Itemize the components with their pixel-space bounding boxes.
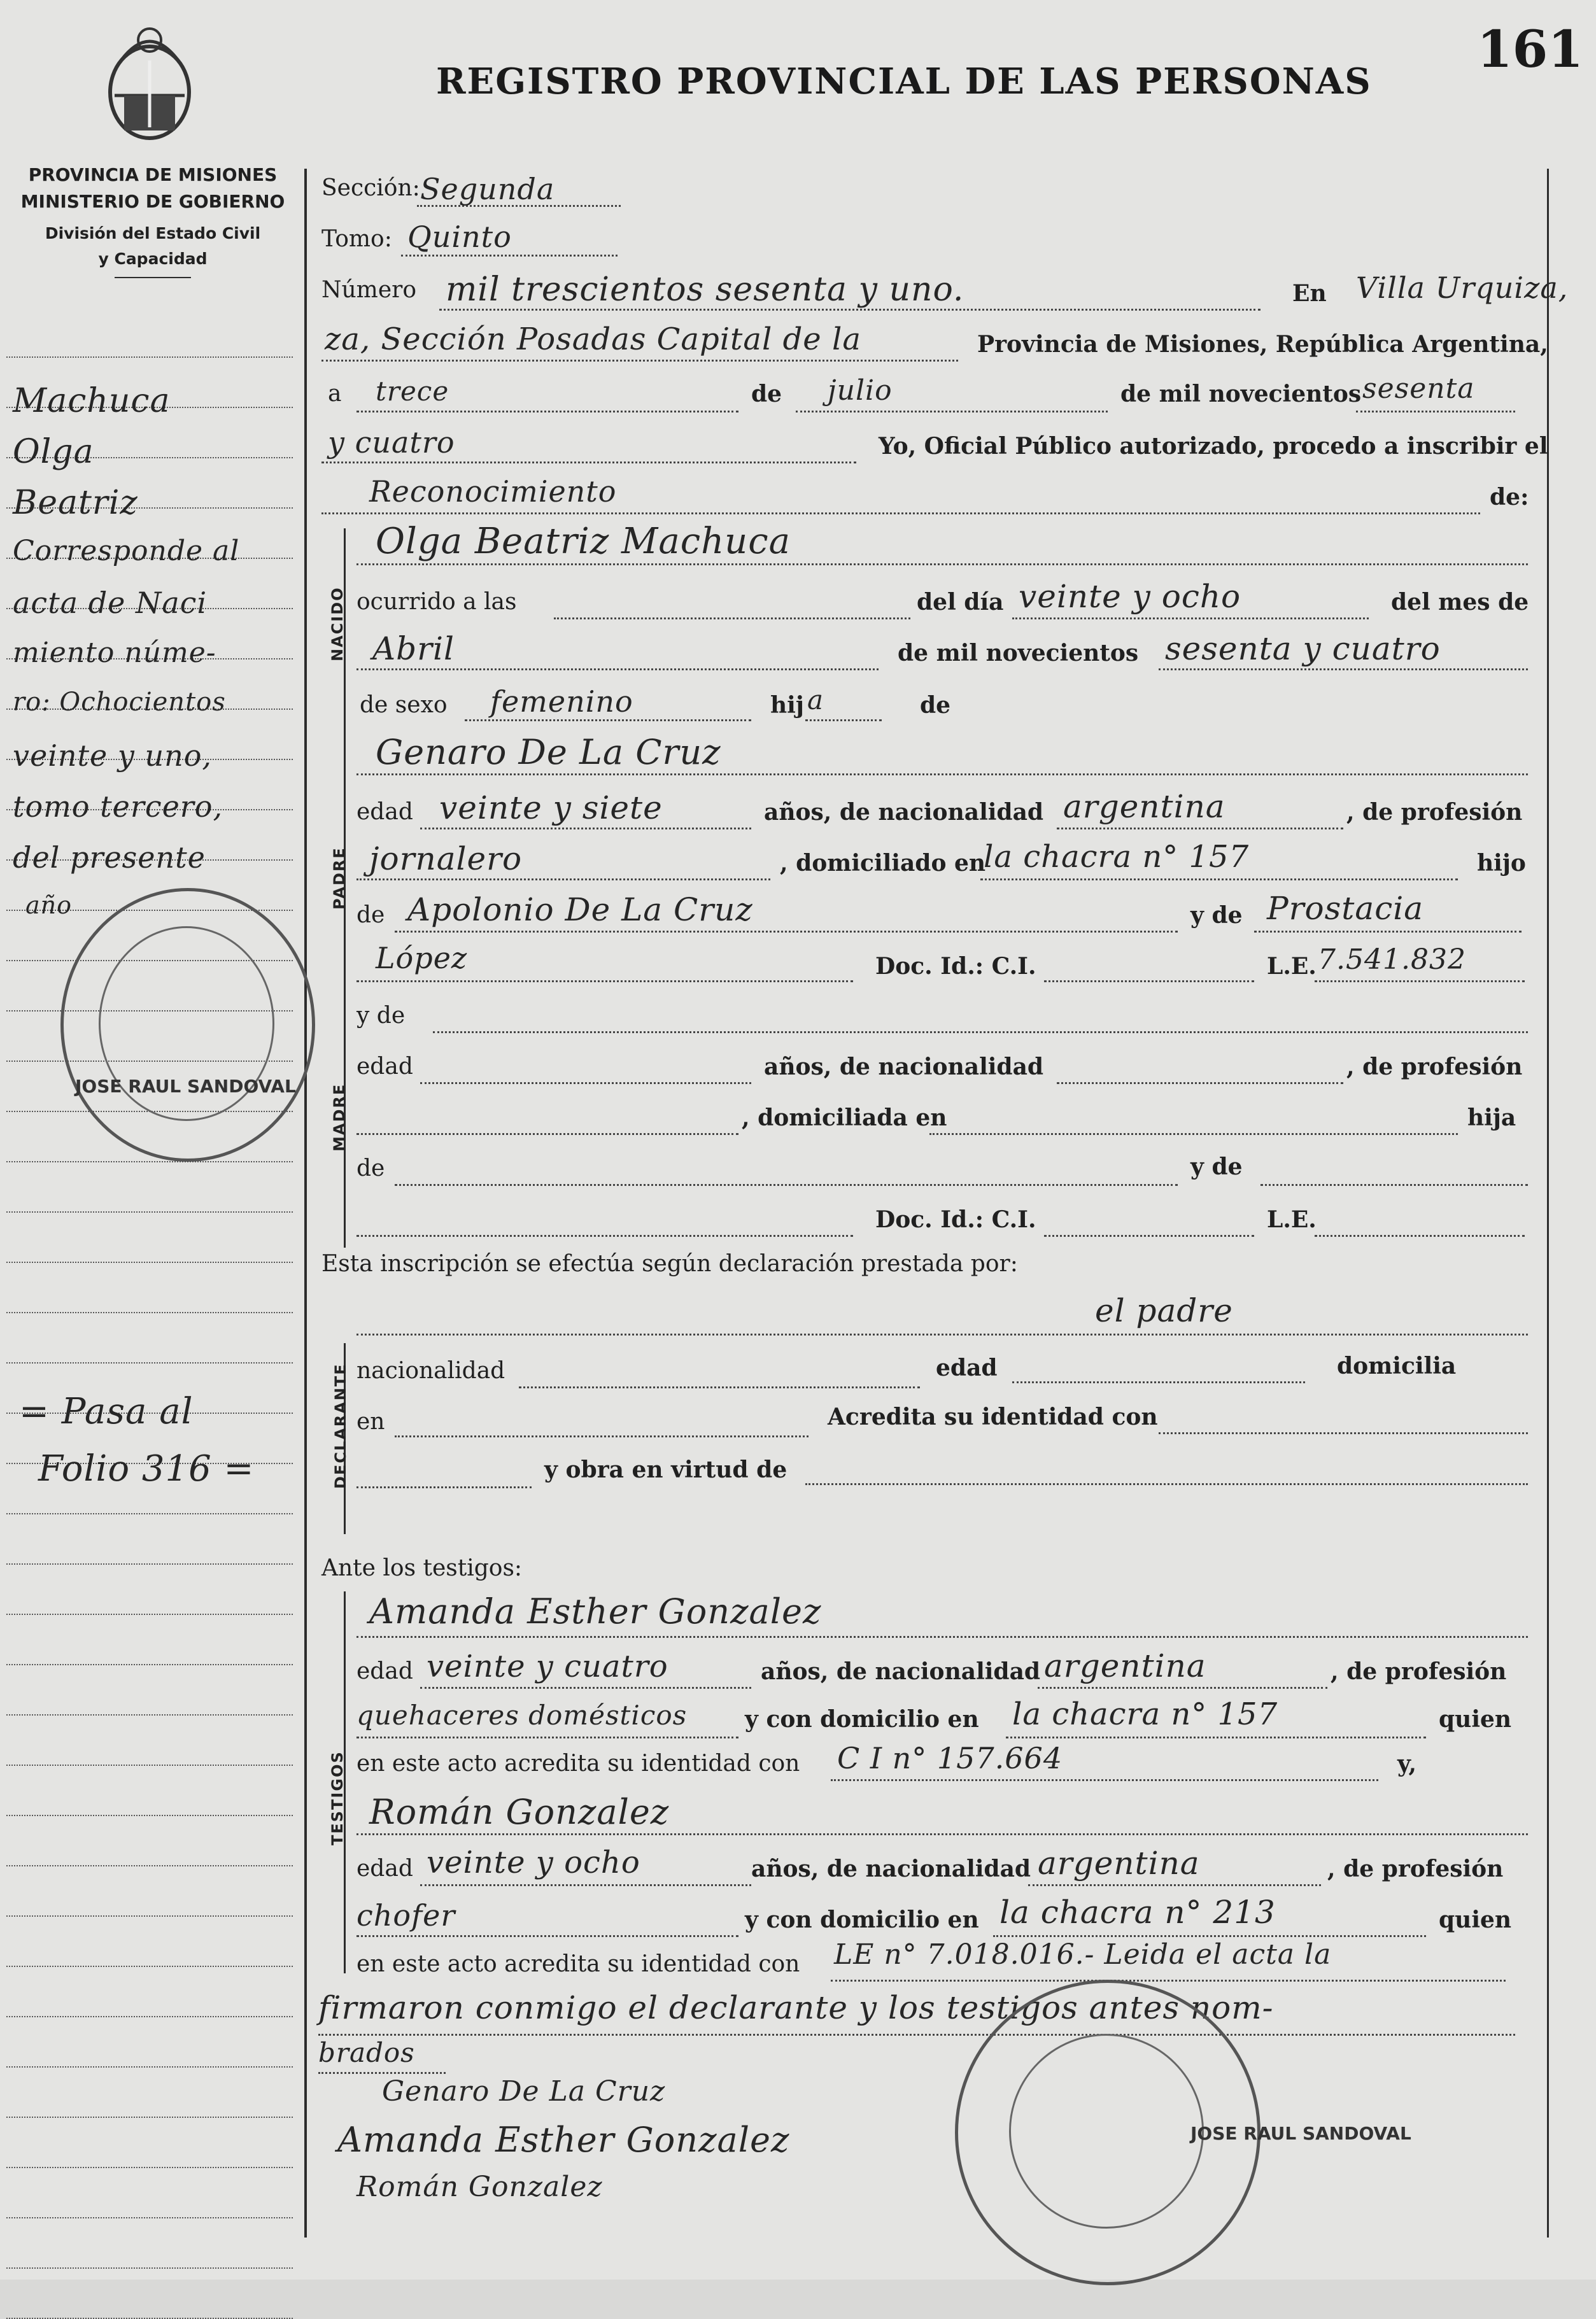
- padre-madre2-value: López: [376, 941, 468, 975]
- margin-ruled-line: [6, 1915, 293, 1917]
- margin-ruled-line: [6, 2267, 293, 2269]
- t1-id-value: C I n° 157.664: [837, 1741, 1063, 1775]
- margin-ruled-line: [6, 356, 293, 358]
- de-label: de: [751, 381, 782, 407]
- margin-ruled-line: [6, 2066, 293, 2068]
- acredita-label: Acredita su identidad con: [828, 1404, 1158, 1430]
- mes-nac-value: Abril: [372, 630, 455, 667]
- t1-domicilio-label: y con domicilio en: [745, 1706, 979, 1733]
- coat-of-arms-icon: [95, 16, 204, 143]
- margin-line-7: ro: Ochocientos: [13, 687, 226, 717]
- t2-prof-value: chofer: [357, 1898, 456, 1933]
- t2-acredita-label: en este acto acredita su identidad con: [357, 1951, 800, 1977]
- t2-nac-value: argentina: [1038, 1845, 1200, 1882]
- hijo-label: hijo: [1477, 850, 1526, 877]
- t2-id-value: LE n° 7.018.016.- Leida el acta la: [834, 1938, 1332, 1971]
- padre-prof-value: jornalero: [369, 840, 523, 877]
- margin-ruled-line: [6, 2117, 293, 2118]
- numero-label: Número: [321, 277, 417, 303]
- de-mil-novecientos2-label: de mil novecientos: [898, 640, 1139, 666]
- t1-acredita-label: en este acto acredita su identidad con: [357, 1751, 800, 1777]
- en-label: En: [1292, 280, 1327, 307]
- padre-edad-value: veinte y siete: [439, 789, 663, 826]
- page-title: REGISTRO PROVINCIAL DE LAS PERSONAS: [436, 60, 1372, 102]
- margin-ruled-line: [6, 1765, 293, 1766]
- tipo-value: Reconocimiento: [369, 474, 617, 509]
- padre-domicilio-label: , domiciliado en: [780, 850, 986, 877]
- padre-padre-value: Apolonio De La Cruz: [407, 891, 753, 928]
- numero-value: mil trescientos sesenta y uno.: [446, 271, 964, 309]
- margin-line-4: Corresponde al: [13, 535, 240, 567]
- madre-doc-label: Doc. Id.: C.I.: [875, 1206, 1036, 1233]
- hija-label: hija: [1467, 1104, 1516, 1131]
- obra-label: y obra en virtud de: [544, 1456, 787, 1483]
- margin-ruled-line: [6, 2167, 293, 2168]
- sexo-label: de sexo: [360, 692, 448, 718]
- t1-edad-label: edad: [357, 1658, 413, 1684]
- t1-prof-value: quehaceres domésticos: [357, 1700, 688, 1731]
- margin-line-1: Machuca: [13, 382, 171, 420]
- t1-dom-value: la chacra n° 157: [1012, 1696, 1278, 1732]
- margin-ruled-line: [6, 1563, 293, 1565]
- dia-acta-value: trece: [376, 376, 449, 407]
- t1-y-label: y,: [1397, 1751, 1417, 1777]
- t2-domicilio-label: y con domicilio en: [745, 1907, 979, 1933]
- hij-de-label: de: [920, 692, 951, 719]
- anio-nac-value: sesenta y cuatro: [1165, 630, 1441, 667]
- t2-profesion-label: , de profesión: [1327, 1856, 1504, 1882]
- testigos-section-label: TESTIGOS: [328, 1751, 346, 1845]
- margin-line-3: Beatriz: [13, 484, 138, 522]
- nacido-section-label: NACIDO: [328, 586, 346, 661]
- padre-nacionalidad-label: años, de nacionalidad: [764, 799, 1044, 826]
- right-rule: [1547, 169, 1549, 2238]
- signature-roman: Román Gonzalez: [357, 2171, 603, 2203]
- anio-acta2-value: y cuatro: [328, 425, 455, 460]
- t2-dom-value: la chacra n° 213: [999, 1894, 1276, 1931]
- en-value: Villa Urquiza,: [1356, 271, 1569, 305]
- margin-ruled-line: [6, 1865, 293, 1866]
- del-mes-label: del mes de: [1391, 589, 1529, 616]
- margin-ruled-line: [6, 1513, 293, 1514]
- margin-ruled-line: [6, 1815, 293, 1816]
- margin-ruled-line: [6, 1966, 293, 1967]
- sexo-value: femenino: [490, 684, 633, 719]
- margin-rule: [304, 169, 307, 2238]
- padre-nombre-value: Genaro De La Cruz: [376, 732, 721, 772]
- org-divider: [115, 277, 191, 278]
- inscripcion-label: Esta inscripción se efectúa según declaración prestada por:: [321, 1251, 1018, 1277]
- t1-nac-value: argentina: [1044, 1647, 1206, 1684]
- margin-ruled-line: [6, 1161, 293, 1162]
- margin-ruled-line: [6, 1362, 293, 1364]
- t1-edad-value: veinte y cuatro: [427, 1649, 668, 1684]
- padre-profesion-label: , de profesión: [1346, 799, 1523, 826]
- margin-pasa-2: Folio 316 =: [38, 1448, 255, 1490]
- declarante-value: el padre: [1095, 1292, 1233, 1329]
- margin-ruled-line: [6, 2016, 293, 2017]
- padre-edad-label: edad: [357, 799, 413, 825]
- provincia-label: Provincia de Misiones, República Argentina,: [977, 331, 1548, 358]
- padre-doc-label: Doc. Id.: C.I.: [875, 953, 1036, 980]
- madre-de-label: de: [357, 1155, 385, 1181]
- right-stamp-name: JOSE RAUL SANDOVAL: [1190, 2123, 1411, 2144]
- margin-line-8: veinte y uno,: [13, 738, 213, 773]
- margin-line-10: del presente: [13, 840, 206, 875]
- org-line-4: y Capacidad: [98, 250, 208, 268]
- madre-nacionalidad-label: años, de nacionalidad: [764, 1054, 1044, 1080]
- cierre-line-2: brados: [318, 2037, 415, 2068]
- de-mil-novecientos-label: de mil novecientos: [1120, 381, 1362, 407]
- margin-line-6: miento núme-: [13, 637, 216, 669]
- org-line-1: PROVINCIA DE MISIONES: [28, 164, 278, 185]
- yo-oficial-label: Yo, Oficial Público autorizado, procedo a inscribir el: [879, 433, 1548, 460]
- cierre-line-1: firmaron conmigo el declarante y los testigos antes nom-: [318, 1989, 1274, 2026]
- left-official-stamp: [60, 888, 315, 1162]
- a-label: a: [328, 381, 342, 407]
- padre-le-label: L.E.: [1267, 953, 1317, 980]
- padre-de-label: de: [357, 902, 385, 928]
- signature-genaro: Genaro De La Cruz: [382, 2075, 666, 2108]
- t2-nombre-value: Román Gonzalez: [369, 1792, 670, 1832]
- margin-ruled-line: [6, 1664, 293, 1665]
- margin-line-11: año: [25, 891, 73, 919]
- seccion-value: Segunda: [420, 172, 555, 206]
- declarante-section-label: DECLARANTE: [332, 1363, 350, 1489]
- declarante-en-label: en: [357, 1409, 385, 1435]
- madre-yde2-label: y de: [1190, 1153, 1243, 1180]
- tomo-value: Quinto: [407, 220, 512, 254]
- declarante-nacionalidad-label: nacionalidad: [357, 1358, 505, 1384]
- padre-yde-label: y de: [1190, 902, 1243, 929]
- margin-ruled-line: [6, 1714, 293, 1716]
- org-line-3: División del Estado Civil: [45, 224, 261, 243]
- t2-edad-label: edad: [357, 1856, 413, 1882]
- margin-ruled-line: [6, 2217, 293, 2218]
- padre-dom-value: la chacra n° 157: [984, 839, 1250, 875]
- t1-profesion-label: , de profesión: [1331, 1658, 1507, 1685]
- margin-ruled-line: [6, 1211, 293, 1213]
- madre-domicilio-label: , domiciliada en: [742, 1104, 947, 1131]
- lugar-value: za, Sección Posadas Capital de la: [325, 321, 861, 357]
- hij-suffix-value: a: [807, 684, 824, 715]
- declarante-edad-label: edad: [936, 1355, 998, 1381]
- mes-acta-value: julio: [828, 374, 893, 407]
- anio-acta-value: sesenta: [1362, 372, 1475, 405]
- madre-profesion-label: , de profesión: [1346, 1054, 1523, 1080]
- ante-testigos-label: Ante los testigos:: [321, 1555, 523, 1581]
- t1-nombre-value: Amanda Esther Gonzalez: [369, 1591, 822, 1632]
- margin-ruled-line: [6, 1312, 293, 1313]
- t2-edad-value: veinte y ocho: [427, 1845, 640, 1880]
- del-dia-label: del día: [917, 589, 1004, 616]
- margin-line-5: acta de Naci: [13, 586, 208, 620]
- margin-line-9: tomo tercero,: [13, 789, 223, 824]
- tomo-label: Tomo:: [321, 226, 392, 252]
- madre-le-label: L.E.: [1267, 1206, 1317, 1233]
- left-stamp-name: JOSE RAUL SANDOVAL: [75, 1076, 296, 1097]
- org-line-2: MINISTERIO DE GOBIERNO: [20, 191, 285, 212]
- padre-nac-value: argentina: [1063, 788, 1225, 825]
- margin-ruled-line: [6, 1614, 293, 1615]
- padre-madre-value: Prostacia: [1267, 890, 1424, 927]
- de-colon-label: de:: [1490, 484, 1529, 511]
- t2-quien-label: quien: [1439, 1907, 1512, 1933]
- padre-section-label: PADRE: [330, 847, 348, 910]
- t1-quien-label: quien: [1439, 1706, 1512, 1733]
- margin-pasa-1: = Pasa al: [19, 1391, 194, 1432]
- t2-nacionalidad-label: años, de nacionalidad: [751, 1856, 1031, 1882]
- folio-number: 161: [1477, 19, 1583, 79]
- hij-label: hij: [770, 692, 804, 719]
- signature-amanda: Amanda Esther Gonzalez: [337, 2120, 790, 2160]
- dia-nac-value: veinte y ocho: [1019, 578, 1241, 615]
- seccion-label: Sección:: [321, 175, 420, 201]
- madre-edad-label: edad: [357, 1054, 413, 1080]
- madre-section-label: MADRE: [330, 1083, 348, 1152]
- nombre-value: Olga Beatriz Machuca: [376, 521, 791, 562]
- t1-nacionalidad-label: años, de nacionalidad: [761, 1658, 1041, 1685]
- declarante-domicilia-label: domicilia: [1337, 1353, 1457, 1379]
- padre-le-value: 7.541.832: [1318, 943, 1466, 976]
- ocurrido-label: ocurrido a las: [357, 589, 517, 615]
- margin-line-2: Olga: [13, 433, 94, 471]
- madre-yde-label: y de: [357, 1003, 406, 1029]
- margin-ruled-line: [6, 1262, 293, 1263]
